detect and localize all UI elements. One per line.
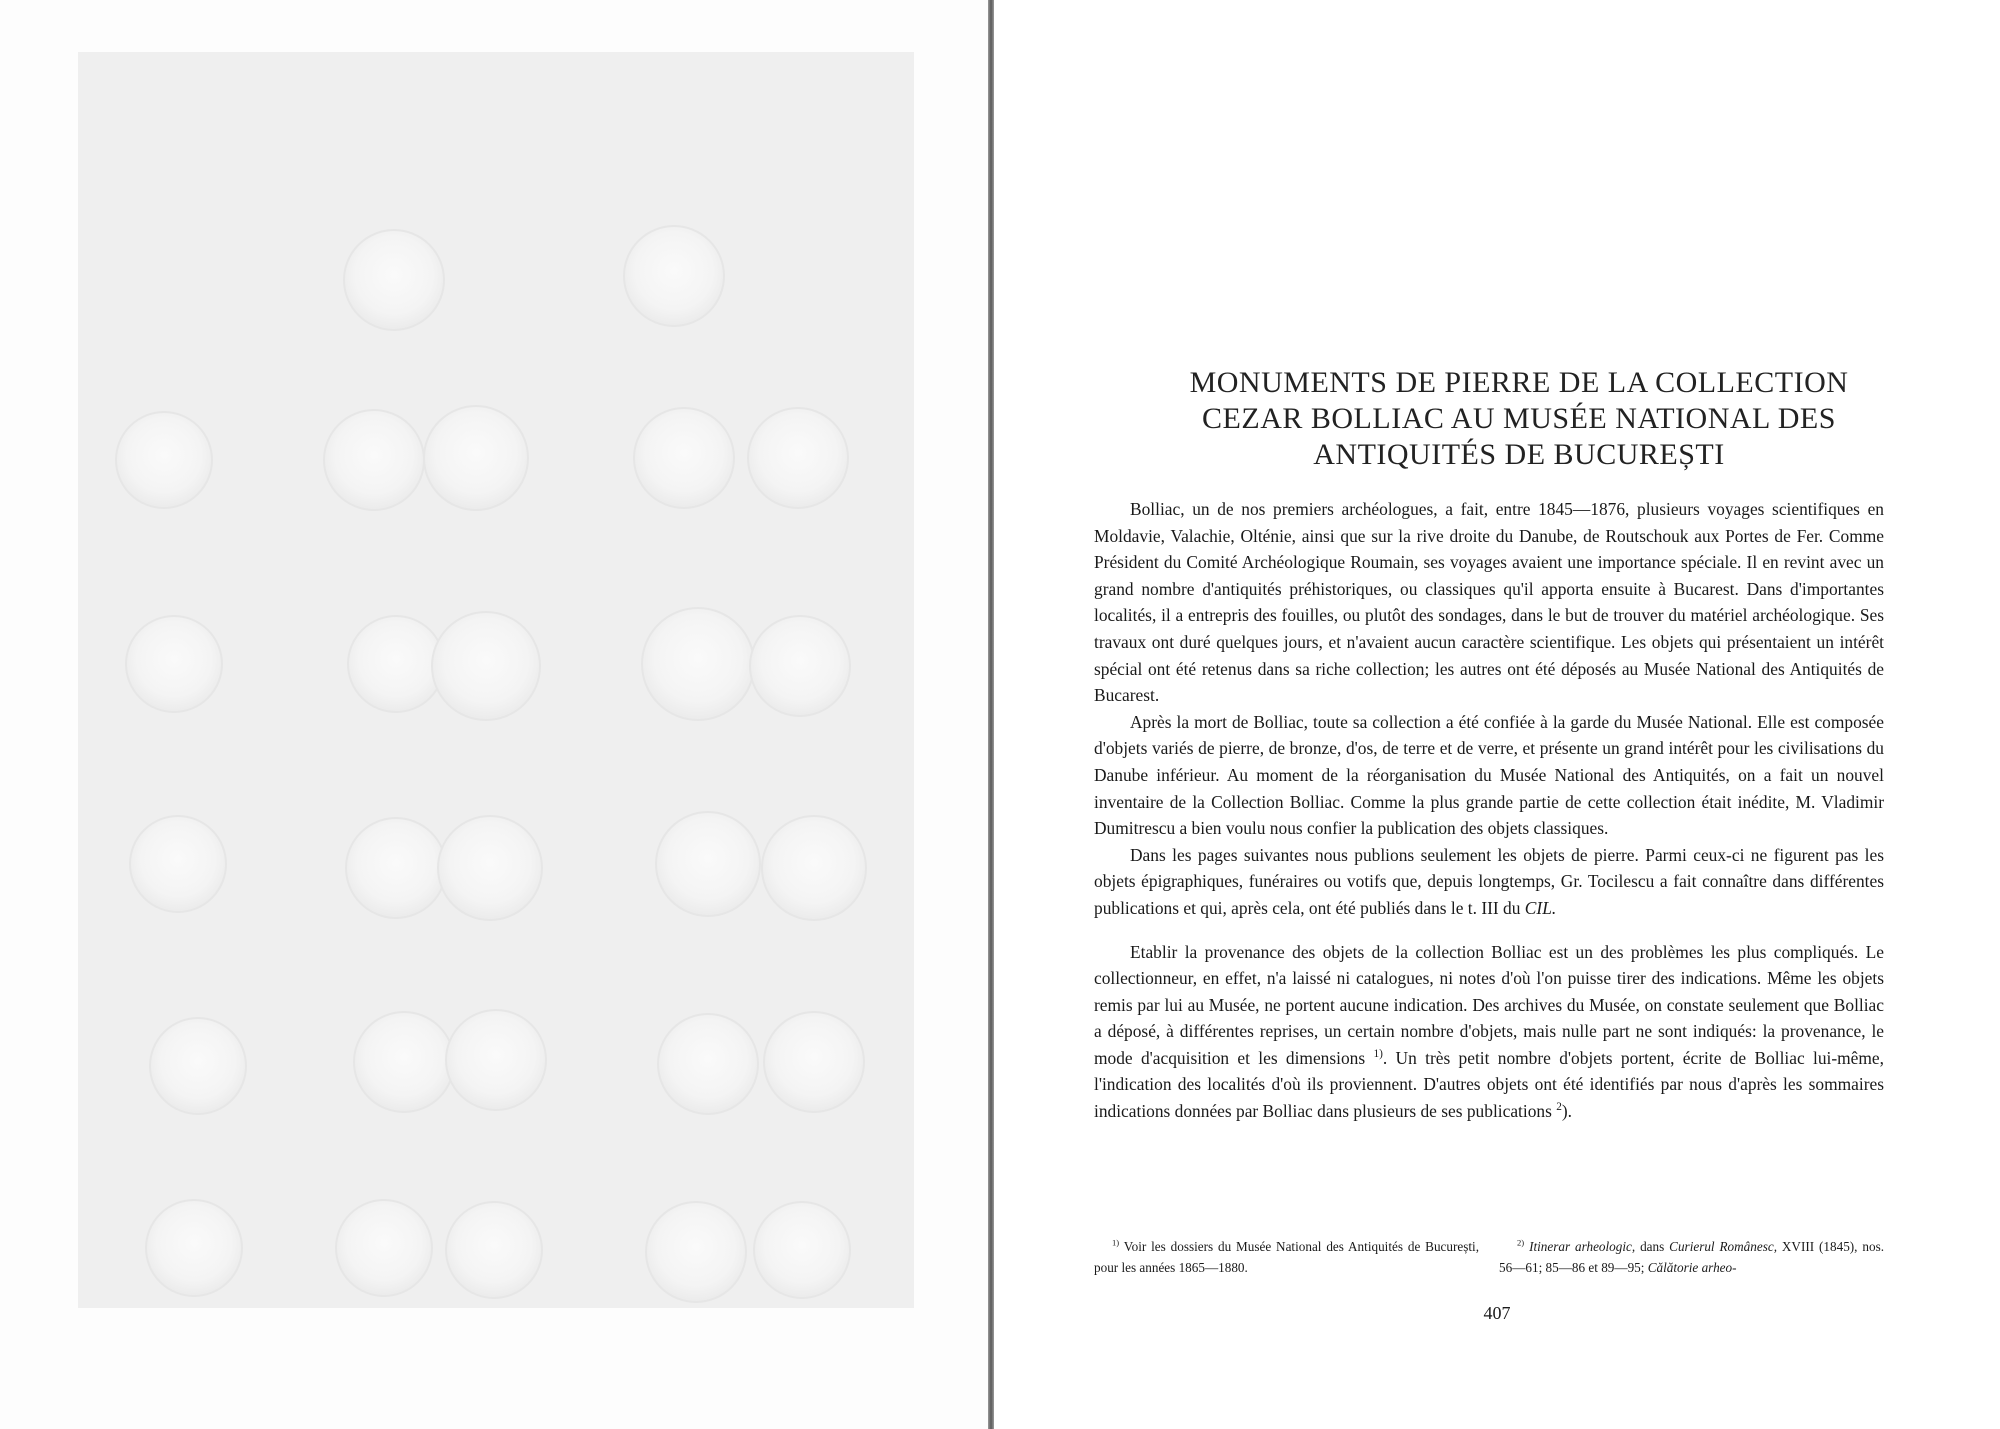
paragraph-3 (1094, 842, 1884, 922)
footnote-ref-1: 1) (1373, 1048, 1383, 1061)
paragraph-4-text-b: . Un très petit nombre d'objets portent, écrite de Bolliac lui-même, l'indication des localités d'où ils proviennent. D'autres objets ont été identifiés par nous d'après les sommaires indications données par Bolliac dans plusieurs de ses publications (1094, 1047, 1884, 1122)
paragraph-4 (1094, 939, 1884, 1125)
paragraph-2: Après la mort de Bolliac, toute sa collection a été confiée à la garde du Musée National. Elle est composée d'objets variés de pierre, de bronze, d'os, de terre et de verre, et présente un grand intérêt pour les civilisations du Danube inférieur. Au moment de la réorganisation du Musée National des Antiquités, on a fait un nouvel inventaire de la Collection Bolliac. Comme la plus grande partie de cette collection était inédite, M. Vladimir Dumitrescu a bien voulu nous confier la publication des objets classiques. (1094, 711, 1884, 839)
paragraph-1: Bolliac, un de nos premiers archéologues, a fait, entre 1845—1876, plusieurs voyages scientifiques en Moldavie, Valachie, Olténie, ainsi que sur la rive droite du Danube, de Routschouk aux Portes de Fer. Comme Président du Comité Archéologique Roumain, ses voyages avaient une importance spéciale. Il en revint avec un grand nombre d'antiquités préhistoriques, ou classiques qu'il apporta ensuite à Bucarest. Dans d'importantes localités, il a entrepris des fouilles, ou plutôt des sondages, dans le but de trouver du matériel archéologique. Ses travaux ont duré quelques jours, et n'avaient aucun caractère scientifique. Les objets qui présentaient un intérêt spécial ont été retenus dans sa riche collection; les autres ont été déposés au Musée National des Antiquités de Bucarest. (1094, 499, 1884, 706)
footnote-2-italic-3: Călătorie arheo- (1647, 1260, 1737, 1275)
footnote-2 (1499, 1236, 1884, 1278)
paragraph-3-text: Dans les pages suivantes nous publions seulement les objets de pierre. Parmi ceux-ci ne figurent pas les objets épigraphiques, funéraires ou votifs que, depuis longtemps, Gr. Tocilescu a fait connaître dans différentes publications et qui, après cela, ont été publiés dans le t. III du (1094, 844, 1884, 918)
footnote-2-text-2: XVIII (1845), nos. 56—61; 85—86 et 89—95; (1499, 1239, 1884, 1275)
coin-plate-photo (78, 52, 914, 1308)
page-number: 407 (1483, 1303, 1511, 1323)
footnote-2-italic-2: Curierul Românesc, (1669, 1239, 1777, 1254)
coin-plate-image (78, 52, 914, 1308)
footnote-2-mark: 2) (1517, 1237, 1525, 1248)
left-page-plate (0, 0, 988, 1429)
footnote-2-text-1: dans (1635, 1239, 1670, 1254)
footnote-1-mark: 1) (1112, 1237, 1120, 1248)
footnote-2-italic-1: Itinerar arheologic, (1529, 1239, 1636, 1254)
footnote-1 (1094, 1236, 1479, 1278)
title-line-3: ANTIQUITÉS DE BUCUREȘTI (1313, 438, 1725, 471)
footnote-1-text: Voir les dossiers du Musée National des Antiquités de București, pour les années 1865—1880. (1094, 1239, 1479, 1275)
cil-abbreviation: CIL. (1524, 897, 1557, 918)
footnote-ref-2: 2 (1556, 1101, 1562, 1114)
article-body (1094, 496, 1884, 1125)
right-page-text (994, 0, 2000, 1429)
paragraph-4-text-a: Etablir la provenance des objets de la collection Bolliac est un des problèmes les plus compliqués. Le collectionneur, en effet, n'a laissé ni catalogues, ni notes d'où l'on puisse tirer des indications. Même les objets remis par lui au Musée, ne portent aucune indication. Des archives du Musée, on constate seulement que Bolliac a déposé, à différentes reprises, un certain nombre d'objets, mais nulle part ne sont indiqués: la provenance, le mode d'acquisition et les dimensions (1094, 941, 1884, 1068)
paragraph-4-end: ). (1561, 1101, 1573, 1122)
article-title (1164, 365, 1874, 473)
title-line-2: CEZAR BOLLIAC AU MUSÉE NATIONAL DES (1202, 402, 1836, 435)
footnotes (1094, 1236, 1884, 1278)
title-line-1: MONUMENTS DE PIERRE DE LA COLLECTION (1189, 366, 1849, 399)
